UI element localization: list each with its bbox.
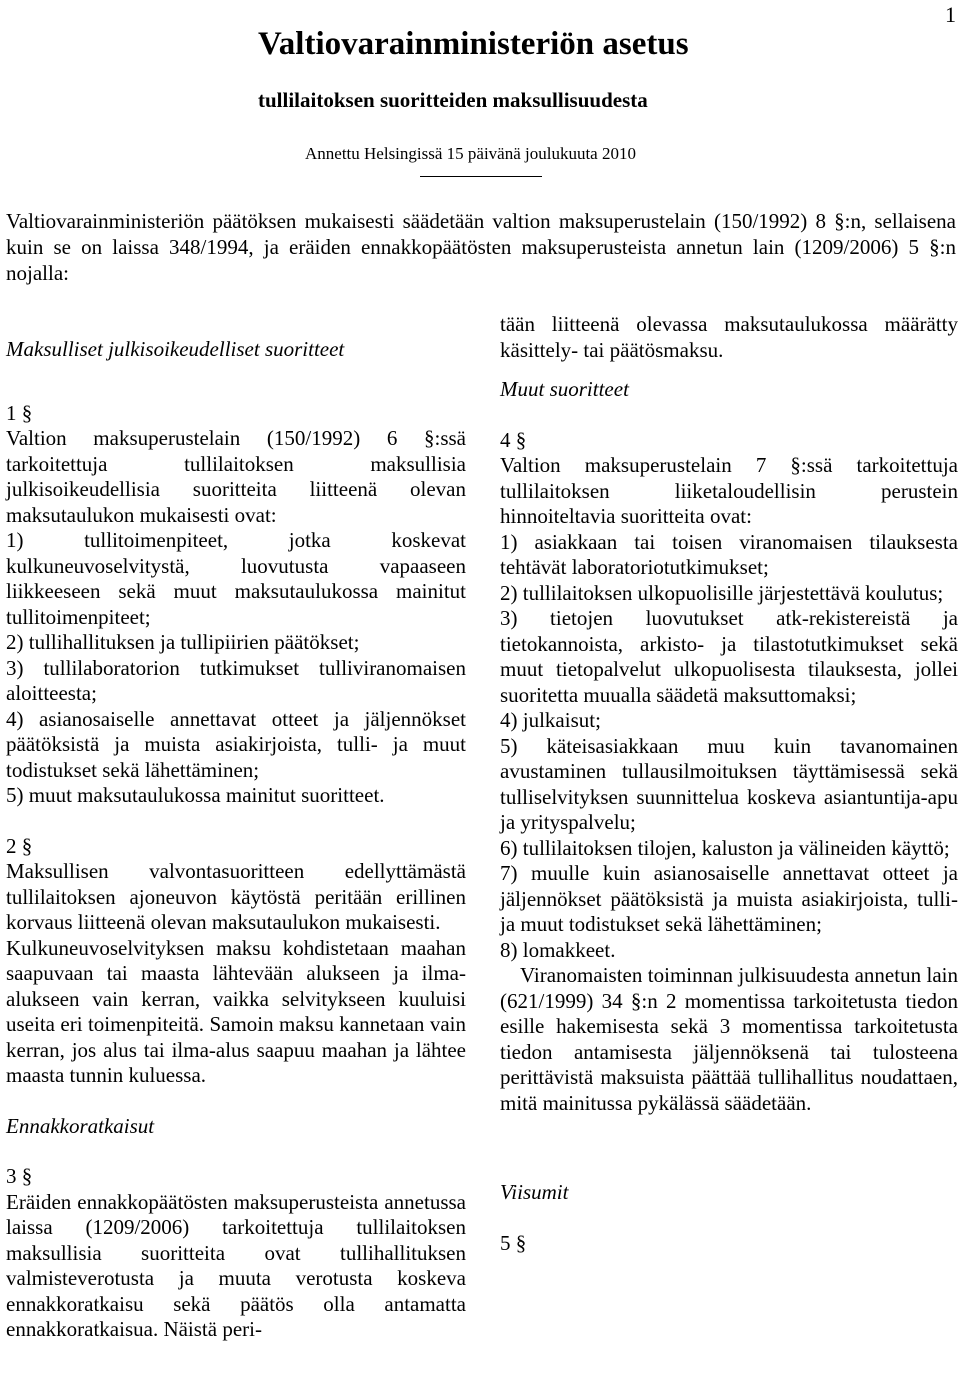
- section-2-number: 2 §: [6, 833, 33, 858]
- section-1-item-1: 1) tullitoimenpiteet, jotka koskevat kulkuneuvoselvitystä, luovutusta vapaaseen liikkeeseen sekä muut maksutaulukossa mainitut tullitoimenpiteet;: [6, 528, 466, 629]
- section-4-item-3: 3) tietojen luovutukset atk-rekistereistä ja tietokannoista, arkisto- ja tilastotutkimukset sekä muut tietopalvelut ulkopuolisesta tilauksesta, jollei suoritetta muualla säädetä maksuttomaksi;: [500, 606, 958, 707]
- section-3-continuation: tään liitteenä olevassa maksutaulukossa määrätty käsittely- tai päätösmaksu.: [500, 312, 958, 362]
- right-column: [500, 312, 958, 1256]
- section-4-item-4: 4) julkaisut;: [500, 708, 601, 732]
- heading-visas: Viisumit: [500, 1180, 569, 1204]
- section-4-item-8: 8) lomakkeet.: [500, 937, 616, 962]
- section-1-item-2: 2) tullihallituksen ja tullipiirien päätökset;: [6, 630, 360, 654]
- section-5-number: 5 §: [500, 1230, 527, 1255]
- page-title: Valtiovarainministeriön asetus: [258, 26, 689, 62]
- section-3-text: Eräiden ennakkopäätösten maksuperusteista annetussa laissa (1209/2006) tarkoitettuja tullilaitoksen maksullisia suoritteita ovat tullihallituksen valmisteverotusta ja muuta verotusta koskeva ennakkoratkaisu sekä päätös olla antamatta ennakkoratkaisua. Näistä peri-: [6, 1189, 466, 1341]
- section-4-number: 4 §: [500, 427, 527, 452]
- heading-paid-public-services: Maksulliset julkisoikeudelliset suoritteet: [6, 337, 345, 361]
- section-4-item-6: 6) tullilaitoksen tilojen, kaluston ja välineiden käyttö;: [500, 835, 950, 860]
- section-1-text: Valtion maksuperustelain (150/1992) 6 §:ssä tarkoitettuja tullilaitoksen maksullisia julkisoikeudellisia suoritteita liitteenä olevan maksutaulukon mukaisesti ovat:: [6, 426, 466, 527]
- section-4-item-2: 2) tullilaitoksen ulkopuolisille järjestettävä koulutus;: [500, 580, 944, 605]
- section-4-paragraph-2: Viranomaisten toiminnan julkisuudesta annetun lain (621/1999) 34 §:n 2 momentissa tarkoitetusta tiedon esille hakemisesta sekä 3 momentissa tarkoitetusta tiedon antamisesta jäljennöksenä tai tulosteena perittävistä maksuista päättää tullihallitus noudattaen, mitä mainitussa pykälässä säädetään.: [500, 963, 958, 1115]
- title-rule: [420, 176, 542, 177]
- preamble: Valtiovarainministeriön päätöksen mukaisesti säädetään valtion maksuperustelain (150/1992) 8 §:n, sellaisena kuin se on laissa 348/1994, ja eräiden ennakkopäätösten maksuperusteista annetun lain (1209/2006) 5 §:n nojalla:: [6, 209, 956, 285]
- section-1-item-3: 3) tullilaboratorion tutkimukset tulliviranomaisen aloitteesta;: [6, 655, 466, 705]
- page-number: 1: [945, 2, 956, 27]
- page-subtitle: tullilaitoksen suoritteiden maksullisuudesta: [258, 88, 648, 112]
- section-1-item-4: 4) asianosaiselle annettavat otteet ja jäljennökset päätöksistä ja muista asiakirjoista, tulli- ja muut todistukset sekä lähettäminen;: [6, 706, 466, 782]
- section-2-paragraph-1: Maksullisen valvontasuoritteen edellyttämästä tullilaitoksen ajoneuvon käytöstä peritään erillinen korvaus liitteenä olevan maksutaulukon mukaisesti.: [6, 859, 466, 934]
- heading-advance-rulings: Ennakkoratkaisut: [6, 1113, 155, 1138]
- heading-other-services: Muut suoritteet: [500, 377, 629, 401]
- section-1-number: 1 §: [6, 400, 33, 425]
- section-1-item-5: 5) muut maksutaulukossa mainitut suoritteet.: [6, 783, 385, 807]
- section-3-number: 3 §: [6, 1164, 33, 1188]
- section-2-paragraph-2: Kulkuneuvoselvityksen maksu kohdistetaan maahan saapuvaan tai maasta lähtevään alukseen ja ilma-alukseen vain kerran, vaikka selvitykseen kuuluisi useita eri toimenpiteitä. Samoin maksu kannetaan vain kerran, jos alus tai ilma-alus saapuu maahan ja lähtee maasta tunnin kuluessa.: [6, 935, 466, 1087]
- section-4-text: Valtion maksuperustelain 7 §:ssä tarkoitettuja tullilaitoksen liiketaloudellisin perustein hinnoiteltavia suoritteita ovat:: [500, 453, 958, 528]
- section-4-item-5: 5) käteisasiakkaan muu kuin tavanomainen avustaminen tullausilmoituksen täyttämisessä sekä tulliselvityksen suunnittelua koskeva asiantuntija-apu ja yrityspalvelu;: [500, 733, 958, 834]
- given-date-line: Annettu Helsingissä 15 päivänä joulukuuta 2010: [305, 144, 636, 163]
- left-column: [6, 312, 466, 1343]
- section-4-item-1: 1) asiakkaan tai toisen viranomaisen tilauksesta tehtävät laboratoriotutkimukset;: [500, 529, 958, 579]
- section-4-item-7: 7) muulle kuin asianosaiselle annettavat otteet ja jäljennökset päätöksistä ja muista asiakirjoista, tulli- ja muut todistukset sekä lähettäminen;: [500, 861, 958, 936]
